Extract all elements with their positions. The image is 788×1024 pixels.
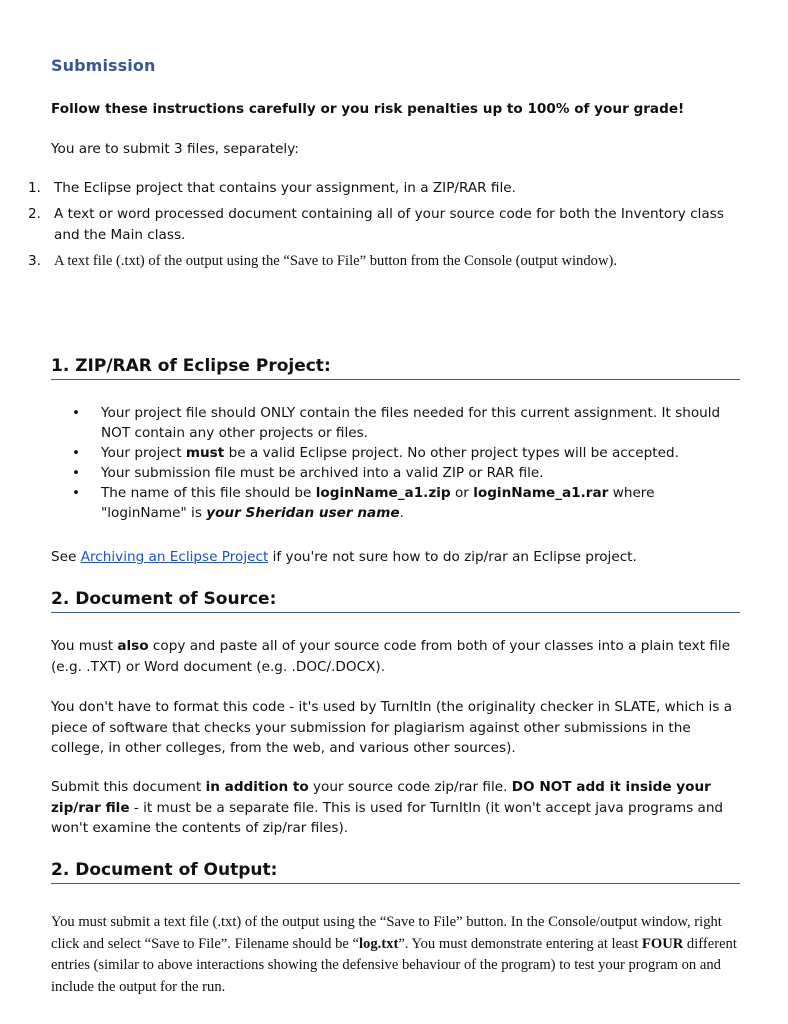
bullet-item <box>51 483 741 523</box>
bullet-item <box>51 463 741 483</box>
bullet-text: where "loginName" is <box>101 485 655 521</box>
source-paragraph-1 <box>51 636 741 677</box>
list-item <box>18 204 738 246</box>
list-item <box>18 178 738 199</box>
section-heading-output: 2. Document of Output: <box>51 860 740 884</box>
bullet-text: or <box>450 485 474 501</box>
bullet-text: Your project <box>101 445 186 461</box>
para-text: ”. You must demonstrate entering at least <box>398 935 642 952</box>
bullet-text: Your project file should ONLY contain the files needed for this current assignment. It should NOT contain any other projects or files. <box>101 405 721 441</box>
output-paragraph <box>51 912 741 998</box>
bullet-text: Your submission file must be archived into a valid ZIP or RAR file. <box>101 465 544 481</box>
archiving-link[interactable]: Archiving an Eclipse Project <box>80 549 269 565</box>
bold-text: loginName_a1.zip <box>315 485 451 501</box>
zip-requirements-list <box>51 403 741 523</box>
source-paragraph-2: You don't have to format this code - it's used by TurnItIn (the originality checker in SLATE, which is a piece of software that checks your submission for plagiarism against other submissions in the college, in other colleges, from the web, and various other sources). <box>51 699 733 756</box>
para-text: Submit this document <box>51 779 206 795</box>
bold-text: FOUR <box>641 935 684 952</box>
section-heading-source: 2. Document of Source: <box>51 589 740 613</box>
list-number: 2. <box>28 206 41 222</box>
bold-text: DO NOT add it inside your zip/rar file <box>51 779 711 816</box>
list-number: 3. <box>28 253 41 269</box>
bold-text: log.txt <box>359 935 399 952</box>
bullet-text: The name of this file should be <box>101 485 316 501</box>
bullet-text: be a valid Eclipse project. No other project types will be accepted. <box>224 445 679 461</box>
submission-title: Submission <box>51 56 156 75</box>
bullet-icon: • <box>72 465 81 481</box>
bullet-item <box>51 443 741 463</box>
para-text: You must submit a text file (.txt) of the output using the “Save to File” button. In the Console/output window, right click and select “Save to File”. Filename should be “ <box>51 914 722 952</box>
warning-text: Follow these instructions carefully or you risk penalties up to 100% of your grade! <box>51 101 685 117</box>
note-text: if you're not sure how to do zip/rar an Eclipse project. <box>268 549 637 565</box>
bold-text: must <box>185 445 225 461</box>
archiving-note <box>51 547 741 568</box>
para-text: your source code zip/rar file. <box>308 779 512 795</box>
bold-text: in addition to <box>205 779 309 795</box>
bold-text: also <box>117 638 149 654</box>
para-text: - it must be a separate file. This is used for TurnItIn (it won't accept java programs and won't examine the contents of zip/rar files). <box>51 799 724 836</box>
para-text: copy and paste all of your source code from both of your classes into a plain text file (e.g. .TXT) or Word document (e.g. .DOC/.DOCX). <box>51 638 731 675</box>
bullet-icon: • <box>72 405 81 421</box>
list-item <box>18 251 738 272</box>
note-text: See <box>51 549 81 565</box>
bold-text: loginName_a1.rar <box>473 485 609 501</box>
bullet-icon: • <box>72 445 81 461</box>
para-text: different entries (similar to above interactions showing the defensive behaviour of the program) to test your program on and include the output for the run. <box>51 935 737 995</box>
para-text: You must <box>51 638 118 654</box>
list-item-text: A text or word processed document containing all of your source code for both the Inventory class and the Main class. <box>54 206 724 243</box>
bullet-item <box>51 403 741 443</box>
source-paragraph-3 <box>51 777 741 839</box>
bold-italic-text: your Sheridan user name <box>206 505 400 521</box>
bullet-icon: • <box>72 485 81 501</box>
list-number: 1. <box>28 180 41 196</box>
files-list <box>18 178 738 277</box>
intro-text: You are to submit 3 files, separately: <box>51 141 299 157</box>
list-item-text: The Eclipse project that contains your assignment, in a ZIP/RAR file. <box>54 180 516 196</box>
bullet-text: . <box>399 505 404 521</box>
list-item-text: A text file (.txt) of the output using the “Save to File” button from the Console (output window). <box>54 253 617 269</box>
section-heading-zip: 1. ZIP/RAR of Eclipse Project: <box>51 356 740 380</box>
